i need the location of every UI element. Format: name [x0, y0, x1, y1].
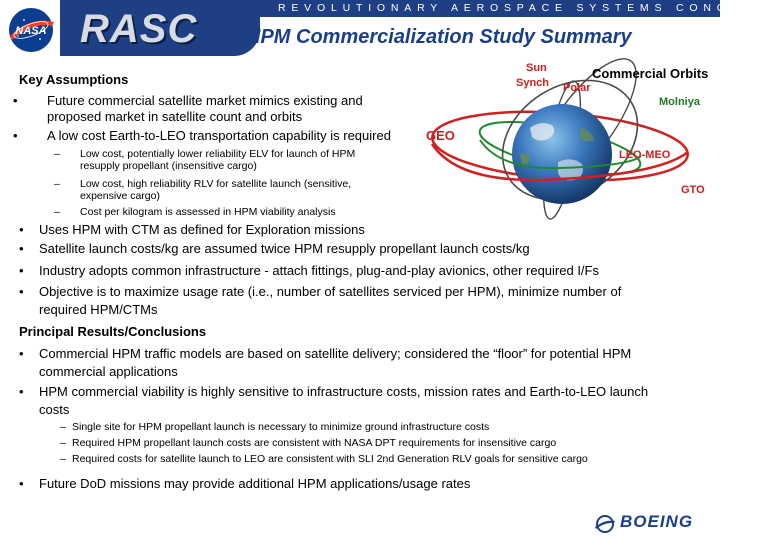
result-bullet-cont: commercial applications: [39, 364, 178, 379]
page-title: HPM Commercialization Study Summary: [246, 26, 632, 48]
assumption-sub-bullet: – Cost per kilogram is assessed in HPM viability analysis: [54, 206, 336, 218]
orbit-label-leo-meo: LEO-MEO: [619, 149, 671, 161]
orbit-label-sun: Sun: [526, 62, 547, 74]
assumption-bullet-cont: required HPM/CTMs: [39, 302, 158, 317]
nasa-logo-icon: [4, 6, 58, 54]
result-bullet: • HPM commercial viability is highly sensitive to infrastructure costs, mission rates and Earth-to-LEO launch: [19, 384, 649, 399]
header: [0, 0, 781, 58]
assumption-sub-bullet: – Low cost, high reliability RLV for satellite launch (sensitive,: [54, 178, 352, 190]
result-bullet: • Future DoD missions may provide additional HPM applications/usage rates: [19, 476, 471, 491]
orbit-label-geo: GEO: [426, 128, 455, 143]
assumption-bullet: • Future commercial satellite market mimics existing and: [13, 93, 363, 108]
assumption-bullet: • A low cost Earth-to-LEO transportation capability is required: [13, 128, 391, 143]
orbit-label-polar: Polar: [563, 82, 591, 94]
orbit-label-molniya: Molniya: [659, 96, 700, 108]
rasc-logo: RASC: [80, 7, 198, 51]
orbits-title: Commercial Orbits: [592, 66, 709, 81]
boeing-logo-icon: [594, 513, 616, 535]
assumption-bullet: • Objective is to maximize usage rate (i.e., number of satellites serviced per HPM), minimize number of: [19, 284, 622, 299]
assumption-bullet: • Industry adopts common infrastructure - attach fittings, plug-and-play avionics, other required I/Fs: [19, 263, 599, 278]
result-sub-bullet: – Required costs for satellite launch to LEO are consistent with SLI 2nd Generation RLV goals for sensitive cargo: [60, 453, 588, 465]
orbit-label-gto: GTO: [681, 184, 705, 196]
assumption-sub-bullet-cont: expensive cargo): [80, 190, 160, 202]
svg-text:NASA: NASA: [15, 25, 47, 37]
tagline: REVOLUTIONARY AEROSPACE SYSTEMS CONCEPTS: [278, 2, 781, 14]
earth-globe: [512, 104, 612, 204]
assumption-sub-bullet: – Low cost, potentially lower reliability ELV for launch of HPM: [54, 148, 356, 160]
result-bullet: • Commercial HPM traffic models are based on satellite delivery; considered the “floor” for potential HPM: [19, 346, 632, 361]
orbit-label-synch: Synch: [516, 77, 550, 89]
assumption-bullet-cont: proposed market in satellite count and orbits: [47, 109, 303, 124]
assumption-bullet: • Uses HPM with CTM as defined for Exploration missions: [19, 222, 365, 237]
result-sub-bullet: – Required HPM propellant launch costs are consistent with NASA DPT requirements for insensitive cargo: [60, 437, 557, 449]
assumption-sub-bullet-cont: resupply propellant (insensitive cargo): [80, 160, 257, 172]
result-sub-bullet: – Single site for HPM propellant launch is necessary to minimize ground infrastructure costs: [60, 421, 490, 433]
boeing-logo: BOEING: [620, 512, 694, 531]
result-bullet-cont: costs: [39, 402, 70, 417]
results-heading: Principal Results/Conclusions: [19, 324, 207, 339]
assumptions-heading: Key Assumptions: [19, 72, 129, 87]
assumption-bullet: • Satellite launch costs/kg are assumed twice HPM resupply propellant launch costs/kg: [19, 241, 530, 256]
